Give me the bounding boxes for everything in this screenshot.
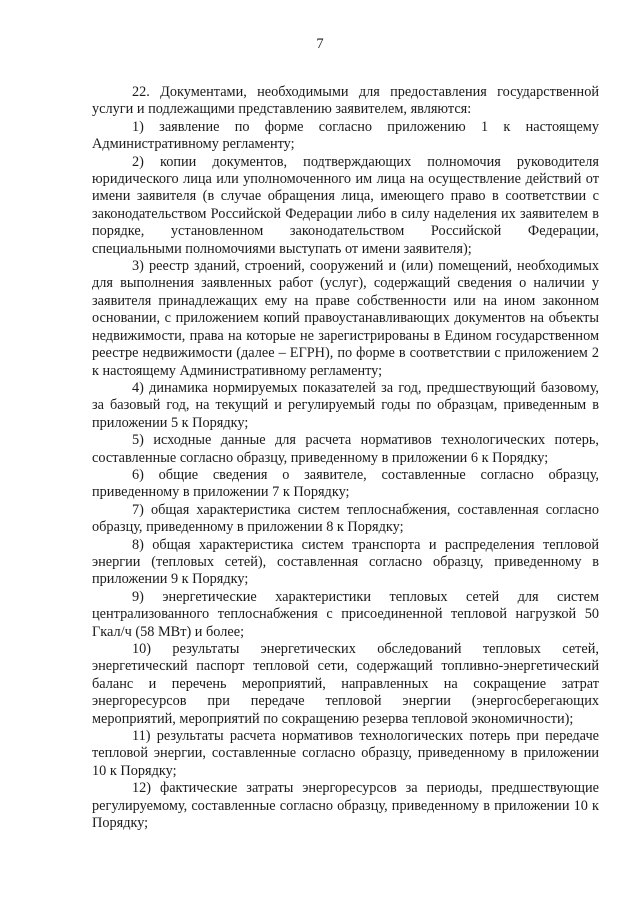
list-item-7: 7) общая характеристика систем теплоснабжения, составленная согласно образцу, приведенному в приложении 8 к Порядку; [92, 501, 599, 536]
list-item-6: 6) общие сведения о заявителе, составленные согласно образцу, приведенному в приложении 7 к Порядку; [92, 466, 599, 501]
page-number: 7 [316, 36, 324, 52]
list-item-12: 12) фактические затраты энергоресурсов за периоды, предшествующие регулируемому, составленные согласно образцу, приведенному в приложении 10 к Порядку; [92, 780, 599, 832]
list-item-2: 2) копии документов, подтверждающих полномочия руководителя юридического лица или уполномоченного им лица на осуществление действий от имени заявителя (в случае обращения лица, имеющего право в соответствии с законодательством Российской Федерации либо в силу наделения их заявителем в порядке, установленном законодательством Российской Федерации, специальными полномочиями выступать от имени заявителя); [92, 153, 599, 257]
list-item-8: 8) общая характеристика систем транспорта и распределения тепловой энергии (тепловых сетей), составленная согласно образцу, приведенному в приложении 9 к Порядку; [92, 536, 599, 588]
list-item-10: 10) результаты энергетических обследований тепловых сетей, энергетический паспорт тепловой сети, содержащий топливно-энергетический баланс и перечень мероприятий, направленных на сокращение затрат энергоресурсов при передаче тепловой энергии (энергосберегающих мероприятий, мероприятий по сокращению резерва тепловой экономичности); [92, 641, 599, 727]
list-item-5: 5) исходные данные для расчета нормативов технологических потерь, составленные согласно образцу, приведенному в приложении 6 к Порядку; [92, 432, 599, 466]
paragraph-intro: 22. Документами, необходимыми для предоставления государственной услуги и подлежащими представлению заявителем, являются: [92, 84, 599, 118]
list-item-9: 9) энергетические характеристики тепловых сетей для систем централизованного теплоснабжения с присоединенной тепловой нагрузкой 50 Гкал/ч (58 МВт) и более; [92, 588, 599, 640]
document-body [92, 84, 599, 832]
list-item-11: 11) результаты расчета нормативов технологических потерь при передаче тепловой энергии, составленные согласно образцу, приведенному в приложении 10 к Порядку; [92, 728, 599, 779]
list-item-1: 1) заявление по форме согласно приложению 1 к настоящему Административному регламенту; [92, 118, 599, 153]
list-item-4: 4) динамика нормируемых показателей за год, предшествующий базовому, за базовый год, на текущий и регулируемый годы по образцам, приведенным в приложении 5 к Порядку; [92, 379, 599, 431]
list-item-3: 3) реестр зданий, строений, сооружений и (или) помещений, необходимых для выполнения заявленных работ (услуг), содержащий сведения о наличии у заявителя принадлежащих ему на праве собственности или на ином законном основании, с приложением копий правоустанавливающих документов на объекты недвижимости, права на которые не зарегистрированы в Едином государственном реестре недвижимости (далее – ЕГРН), по форме в соответствии с приложением 2 к настоящему Административному регламенту; [92, 258, 599, 379]
